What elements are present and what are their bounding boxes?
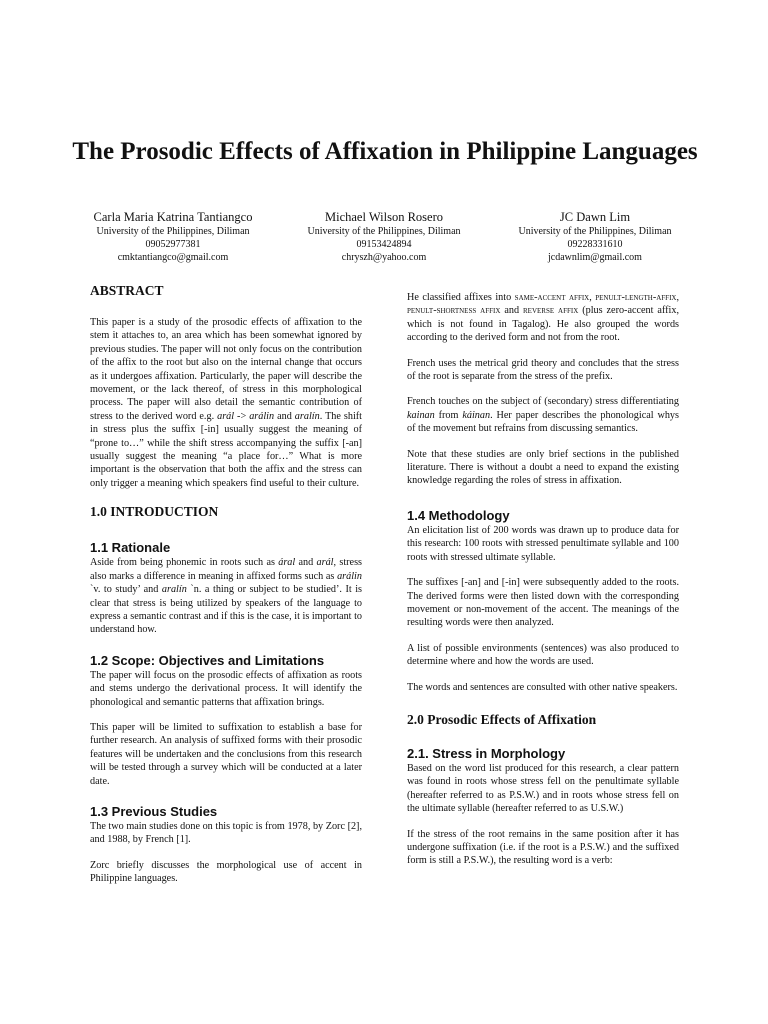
methodology-paragraph-3: A list of possible environments (sentences) was also produced to determine where and how the words are used. [407, 642, 679, 668]
author-name: JC Dawn Lim [559, 210, 631, 224]
morphology-paragraph-1: Based on the word list produced for this research, a clear pattern was found in roots whose stress fell on the penultimate syllable (hereafter referred to as P.S.W.) and in roots whose stress fell on the ultimate syllable (hereafter referred to as U.S.W.) [407, 762, 679, 815]
author-2 [274, 210, 494, 264]
author-name: Carla Maria Katrina Tantiangco [93, 210, 253, 224]
author-phone: 09153424894 [356, 239, 412, 250]
author-email: chryszh@yahoo.com [341, 252, 427, 263]
previous-studies-heading: 1.3 Previous Studies [90, 803, 218, 819]
rationale-paragraph: Aside from being phonemic in roots such as áral and arál, stress also marks a difference in meaning in affixed forms such as arálin `v. to study’ and aralín `n. a thing or subject to be studied’. It is clear that stress is being utilized by speakers of the language to express a semantic contrast and if this is the case, it is important to understand how. [90, 557, 363, 636]
intro-heading: 1.0 INTRODUCTION [90, 504, 219, 520]
methodology-paragraph-2: The suffixes [-an] and [-in] were subsequently added to the roots. The derived forms were then listed down with the corresponding movement or non-movement of the accent. The meanings of the resulting words were then analyzed. [407, 577, 679, 629]
author-email: cmktantiangco@gmail.com [117, 252, 229, 263]
author-affiliation: University of the Philippines, Diliman [307, 226, 461, 237]
french-paragraph-1: French uses the metrical grid theory and concludes that the stress of the root is separate from the stress of the prefix. [407, 357, 679, 383]
author-affiliation: University of the Philippines, Diliman [96, 226, 250, 237]
methodology-paragraph-4: The words and sentences are consulted with other native speakers. [407, 681, 678, 693]
morphology-paragraph-2: If the stress of the root remains in the same position after it has undergone suffixation (i.e. if the root is a P.S.W.) and the suffixed form is still a P.S.W.), the resulting word is a verb: [407, 828, 679, 867]
rationale-heading: 1.1 Rationale [90, 540, 171, 556]
scope-paragraph-2: This paper will be limited to suffixation to establish a base for further research. An analysis of suffixed forms with their prosodic features will be undertaken and the conclusions from this research will be tested through a survey which will be conducted at a later date. [90, 721, 362, 787]
morphology-heading: 2.1. Stress in Morphology [407, 745, 566, 761]
previous-paragraph-2: Zorc briefly discusses the morphological use of accent in Philippine languages. [90, 859, 362, 885]
french-paragraph-2: French touches on the subject of (secondary) stress differentiating kainan from káinan. Her paper describes the phonological whys of the movement but refrains from discussing semantics. [407, 396, 679, 435]
author-phone: 09228331610 [567, 239, 623, 250]
paper-title: The Prosodic Effects of Affixation in Philippine Languages [72, 138, 698, 165]
scope-paragraph-1: The paper will focus on the prosodic effects of affixation as roots and stems undergo the derivational process. It will identify the phonological and semantic patterns that affixation brings. [90, 669, 362, 708]
author-email: jcdawnlim@gmail.com [548, 252, 642, 263]
author-1 [63, 210, 283, 264]
author-name: Michael Wilson Rosero [325, 210, 443, 224]
author-3 [485, 210, 705, 264]
methodology-heading: 1.4 Methodology [407, 507, 510, 523]
author-phone: 09052977381 [145, 239, 201, 250]
classification-paragraph: He classified affixes into same-accent affix, penult-length-affix, penult-shortness affix and reverse affix (plus zero-accent affix, which is not found in Tagalog). He also grouped the words according to the derived form and not from the root. [407, 292, 679, 344]
methodology-paragraph-1: An elicitation list of 200 words was drawn up to produce data for this research: 100 roots with stressed penultimate syllable and 100 roots with stressed ultimate syllable. [407, 524, 679, 563]
left-column [90, 283, 362, 898]
right-column [407, 291, 679, 880]
author-affiliation: University of the Philippines, Diliman [518, 226, 672, 237]
scope-heading: 1.2 Scope: Objectives and Limitations [90, 652, 325, 668]
abstract-heading: ABSTRACT [90, 283, 164, 298]
previous-paragraph-1: The two main studies done on this topic is from 1978, by Zorc [2], and 1988, by French [1]. [90, 820, 362, 846]
section-2-heading: 2.0 Prosodic Effects of Affixation [407, 711, 597, 727]
note-paragraph: Note that these studies are only brief sections in the published literature. There is without a doubt a need to expand the existing knowledge regarding the roles of stress in affixation. [407, 448, 679, 487]
abstract-paragraph: This paper is a study of the prosodic effects of affixation to the stem it attaches to, an area which has been somewhat ignored by previous studies. The paper will not only focus on the contribution of the affix to the root but also on the internal change that occurs as it undergoes affixation. Particularly, the paper will describe the movement, or the lack thereof, of stress in this morphological process. The paper will also detail the semantic contribution of stress to the derived word e.g. arál -> arálin and aralín. The shift in stress plus the suffix [-in] usually suggest the meaning of “prone to…” while the shift stress accompanying the suffix [-an] usually suggest the meaning “a place for…” What is more important is the observation that both the affix and the stress can only trigger a meaning which speakers find useful to their culture. [90, 317, 362, 489]
